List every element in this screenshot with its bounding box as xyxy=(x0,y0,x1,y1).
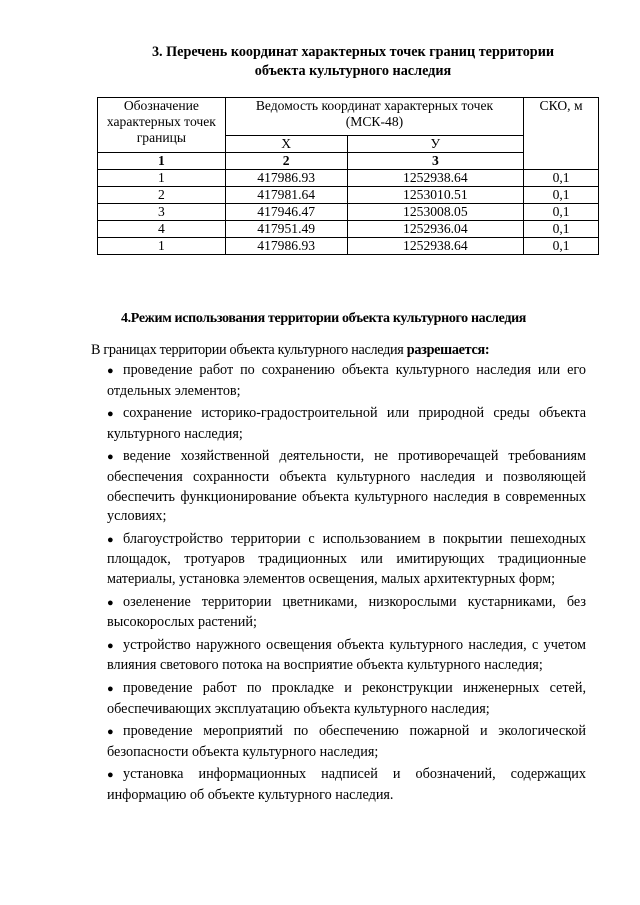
list-item xyxy=(107,447,586,526)
list-item-text: озеленение территории цветниками, низкорослыми кустарниками, без высокорослых растений; xyxy=(107,593,586,631)
allowed-activities-list xyxy=(107,361,586,808)
table-row xyxy=(98,187,599,204)
header-x: Х xyxy=(225,136,347,153)
cell-y: 1253008.05 xyxy=(347,204,524,221)
cell-point: 3 xyxy=(98,204,226,221)
cell-point: 2 xyxy=(98,187,226,204)
cell-rmse: 0,1 xyxy=(524,221,599,238)
cell-x: 417981.64 xyxy=(225,187,347,204)
list-item-text: проведение работ по прокладке и реконструкции инженерных сетей, обеспечивающих эксплуатацию объекта культурного наследия; xyxy=(107,679,586,717)
cell-x: 417951.49 xyxy=(225,221,347,238)
list-item xyxy=(107,765,586,805)
cell-x: 417986.93 xyxy=(225,170,347,187)
section3-title xyxy=(118,43,588,81)
list-item-text: проведение мероприятий по обеспечению пожарной и экологической безопасности объекта культурного наследия; xyxy=(107,723,586,760)
cell-point: 4 xyxy=(98,221,226,238)
cell-x: 417986.93 xyxy=(225,238,347,255)
list-item xyxy=(107,679,586,719)
list-item-text: благоустройство территории с использованием в покрытии пешеходных площадок, тротуаров традиционных или имитирующих традиционные материалы, установка элементов освещения, малых архитектурных форм; xyxy=(107,530,586,587)
cell-x: 417946.47 xyxy=(225,204,347,221)
bullet-icon: ● xyxy=(107,451,114,464)
cell-y: 1252938.64 xyxy=(347,238,524,255)
list-item xyxy=(107,530,586,590)
list-item xyxy=(107,593,586,633)
bullet-icon: ● xyxy=(107,726,114,739)
cell-point: 1 xyxy=(98,170,226,187)
header-point-designation: Обозначение характерных точек границы xyxy=(98,98,226,153)
section4-title: 4.Режим использования территории объекта культурного наследия xyxy=(121,311,527,326)
bullet-icon: ● xyxy=(107,365,114,377)
cell-y: 1252936.04 xyxy=(347,221,524,238)
list-item xyxy=(107,361,586,401)
coordinates-table xyxy=(97,97,599,255)
cell-point: 1 xyxy=(98,238,226,255)
cell-y: 1252938.64 xyxy=(347,170,524,187)
section3-title-line2: объекта культурного наследия xyxy=(254,63,452,79)
list-item-text: ведение хозяйственной деятельности, не противоречащей требованиям обеспечения сохранности объекта культурного наследия и позволяющей обеспечить функционирование объекта культурного наследия в современных условиях; xyxy=(107,448,586,525)
section3-title-line1: 3. Перечень координат характерных точек границ территории xyxy=(151,44,555,60)
intro-text: В границах территории объекта культурного наследия xyxy=(91,342,407,358)
column-number-1: 1 xyxy=(98,153,226,170)
table-row xyxy=(98,221,599,238)
list-item xyxy=(107,722,586,762)
list-item-text: сохранение историко-градостроительной или природной среды объекта культурного наследия; xyxy=(107,405,586,442)
intro-bold-text: разрешается: xyxy=(406,342,490,358)
cell-rmse: 0,1 xyxy=(524,187,599,204)
header-rmse: СКО, м xyxy=(524,98,599,170)
bullet-icon: ● xyxy=(107,769,114,782)
table-row xyxy=(98,238,599,255)
cell-rmse: 0,1 xyxy=(524,238,599,255)
bullet-icon: ● xyxy=(107,639,114,652)
cell-rmse: 0,1 xyxy=(524,170,599,187)
bullet-icon: ● xyxy=(107,408,114,421)
table-row xyxy=(98,170,599,187)
header-y: У xyxy=(347,136,524,153)
intro-paragraph xyxy=(91,342,489,359)
column-number-3: 3 xyxy=(347,153,524,170)
list-item xyxy=(107,636,586,676)
list-item-text: проведение работ по сохранению объекта культурного наследия или его отдельных элементов; xyxy=(107,362,586,399)
bullet-icon: ● xyxy=(107,596,114,609)
column-number-2: 2 xyxy=(225,153,347,170)
cell-y: 1253010.51 xyxy=(347,187,524,204)
table-row xyxy=(98,204,599,221)
list-item-text: устройство наружного освещения объекта культурного наследия, с учетом влияния светового потока на восприятие объекта культурного наследия; xyxy=(107,636,586,674)
bullet-icon: ● xyxy=(107,682,114,695)
bullet-icon: ● xyxy=(107,533,114,546)
cell-rmse: 0,1 xyxy=(524,204,599,221)
list-item xyxy=(107,404,586,444)
header-coordinates-group: Ведомость координат характерных точек (МСК-48) xyxy=(225,98,523,136)
list-item-text: установка информационных надписей и обозначений, содержащих информацию об объекте культурного наследия. xyxy=(107,766,586,803)
